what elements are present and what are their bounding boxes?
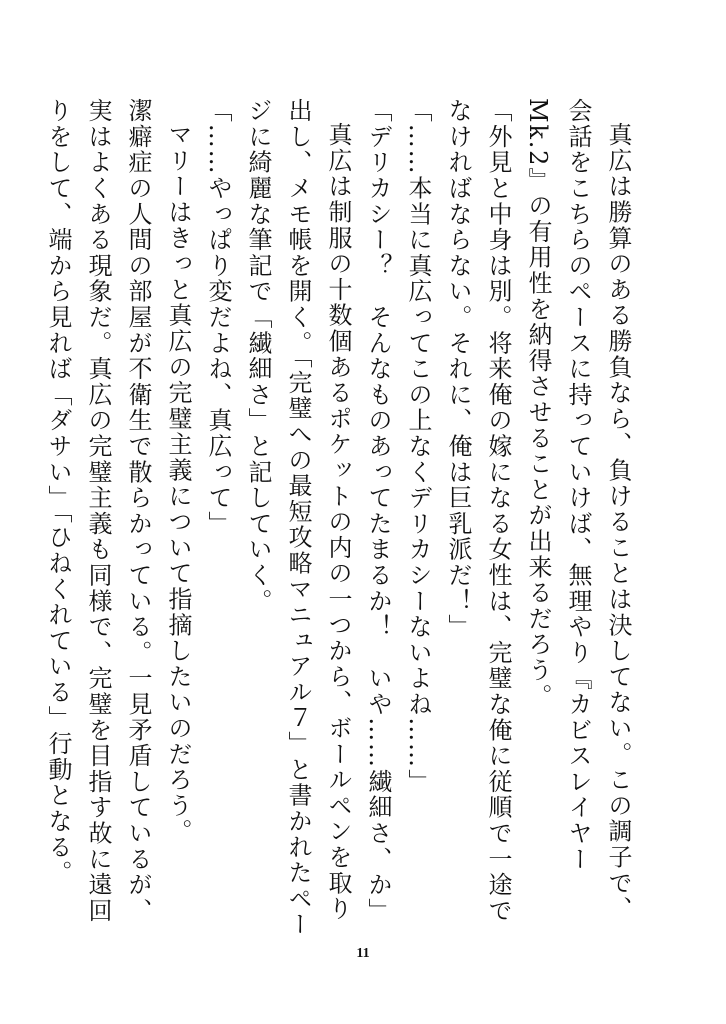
paragraph-2: 「外見と中身は別。将来俺の嫁になる女性は、完璧な俺に従順で一途でなければならない。それに、俺は巨乳派だ！」 [444, 98, 512, 924]
paragraph-1: 真広は勝算のある勝負なら、負けることは決してない。この調子で、会話をこちらのペースに持っていけば、無理やり『カビスレイヤーMk.2』の有用性を納得させることが出来るだろう。 [524, 98, 632, 922]
vertical-text-body [44, 98, 638, 938]
paragraph-8: 潔癖症の人間の部屋が不衛生で散らかっている。一見矛盾しているが、実はよくある現象だ。真広の完璧主義も同様で、完璧を目指す故に遠回りをして、端から見れば「ダサい」「ひねくれている」行動となる。 [44, 98, 152, 924]
paragraph-6: 「……やっぱり変だよね、真広って」 [204, 98, 232, 537]
page-number: 11 [356, 946, 370, 961]
paragraph-3: 「……本当に真広ってこの上なくデリカシーないよね……」 [404, 98, 432, 795]
paragraph-4: 「デリカシー？ そんなものあってたまるか！ いや……繊細さ、か」 [364, 98, 392, 924]
paragraph-7: マリーはきっと真広の完璧主義について指摘したいのだろう。 [164, 122, 192, 845]
paragraph-5: 真広は制服の十数個あるポケットの内の一つから、ボールペンを取り出し、メモ帳を開く。「完璧への最短攻略マニュアル７」と書かれたページに綺麗な筆記で「繊細さ」と記していく。 [244, 98, 352, 938]
